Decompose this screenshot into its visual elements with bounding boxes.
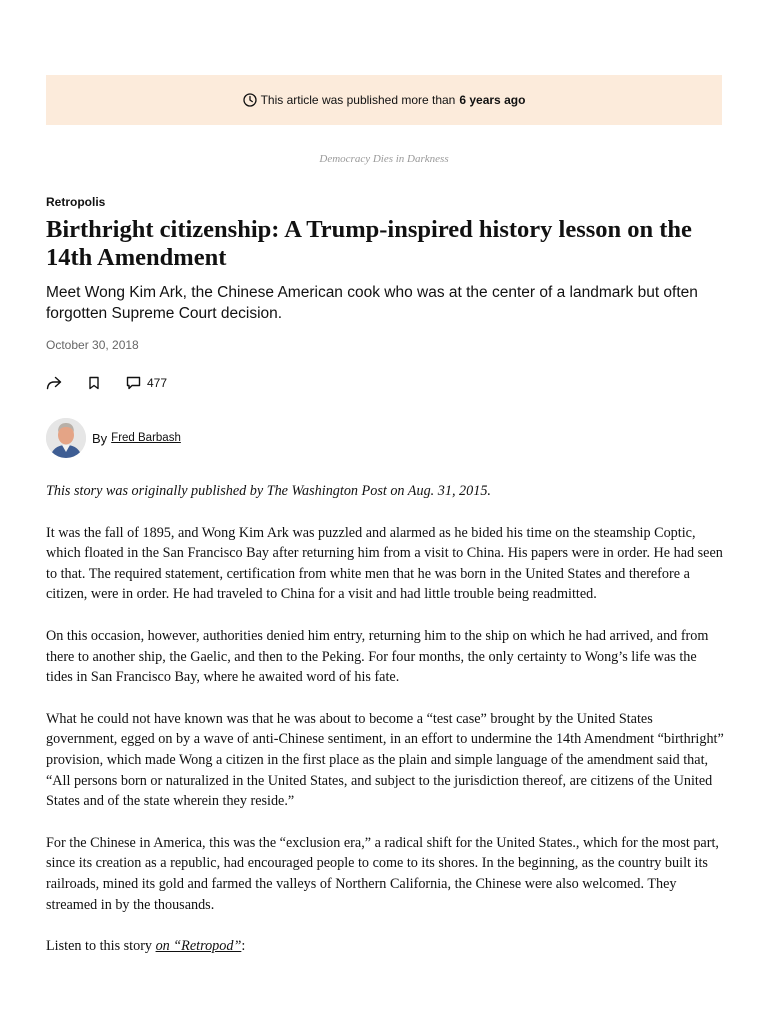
comment-count: 477 [147, 376, 168, 390]
notice-age: 6 years ago [459, 93, 526, 107]
comments-button[interactable] [126, 376, 167, 390]
article-paragraph: For the Chinese in America, this was the “exclusion era,” a radical shift for the United States., which for the most part, since its creation as a republic, had encouraged people to come to its shores. In the beginning, as the country built its railroads, mined its gold and farmed the valleys of Northern California, the Chinese were also welcomed. They streamed in by the thousands. [46, 834, 719, 913]
author-avatar[interactable] [46, 418, 86, 458]
article-paragraph: On this occasion, however, authorities denied him entry, returning him to the ship on which he had arrived, and from there to another ship, the Gaelic, and then to the Peking. For four months, the only certainty to Wong’s life was the tides in San Francisco Bay, where he awaited word of his fate. [46, 627, 709, 686]
notice-text: This article was published more than [260, 93, 456, 107]
article-paragraph: It was the fall of 1895, and Wong Kim Ark was puzzled and alarmed as he bided his time on the steamship Coptic, which floated in the San Francisco Bay after returning him from a visit to China. His papers were in order. He had seen to that. The required statement, certification from white men that he was born in the United States and therefore a citizen, were in order. He had traveled to China for a visit and had little trouble being readmitted. [46, 524, 723, 603]
publication-age-notice [46, 75, 722, 125]
listen-suffix: : [241, 938, 246, 955]
masthead-tagline: Democracy Dies in Darkness [319, 153, 449, 165]
byline [46, 416, 181, 460]
bookmark-icon [88, 376, 100, 390]
article-dek: Meet Wong Kim Ark, the Chinese American cook who was at the center of a landmark but often forgotten Supreme Court decision. [46, 284, 698, 322]
listen-paragraph [46, 936, 726, 957]
author-link[interactable]: Fred Barbash [111, 432, 181, 444]
byline-prefix: By [92, 430, 108, 446]
article-actions [46, 372, 167, 394]
article-paragraph: What he could not have known was that he was about to become a “test case” brought by the United States government, egged on by a wave of anti-Chinese sentiment, in an effort to undermine the 14th Amendment “birthright” provision, which made Wong a citizen in the first place as the plain and simple language of the amendment said that, “All persons born or naturalized in the United States, and subject to the jurisdiction thereof, are citizens of the United States and of the state wherein they reside.” [46, 710, 724, 810]
clock-icon [243, 93, 257, 107]
save-button[interactable] [88, 376, 100, 390]
share-icon [46, 376, 62, 390]
article-body [46, 481, 726, 978]
section-kicker[interactable]: Retropolis [46, 195, 106, 209]
comment-icon [126, 376, 141, 390]
retropod-link[interactable]: on “Retropod” [155, 938, 242, 955]
article-headline: Birthright citizenship: A Trump-inspired history lesson on the 14th Amendment [46, 216, 692, 271]
publish-date: October 30, 2018 [46, 338, 139, 352]
article-intro-note: This story was originally published by The Washington Post on Aug. 31, 2015. [46, 483, 491, 499]
share-button[interactable] [46, 376, 62, 390]
listen-prefix: Listen to this story [46, 938, 153, 955]
